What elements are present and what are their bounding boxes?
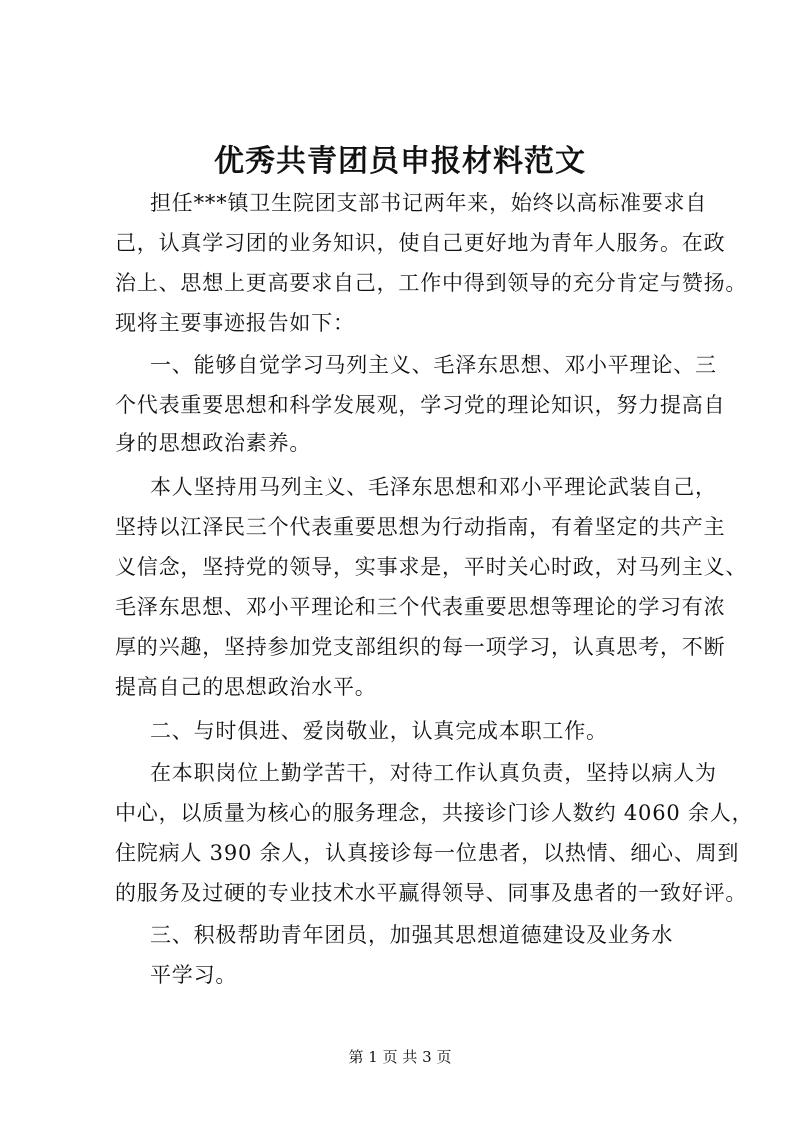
body-line-3: 治上、思想上更高要求自己，工作中得到领导的充分肯定与赞扬。 (115, 271, 748, 295)
body-line-10: 义信念，坚持党的领导，实事求是，平时关心时政，对马列主义、 (115, 555, 748, 579)
body-line-6: 个代表重要思想和科学发展观，学习党的理论知识，努力提高自 (115, 393, 726, 417)
body-line-1: 担任***镇卫生院团支部书记两年来，始终以高标准要求自 (150, 191, 708, 215)
body-line-9: 坚持以江泽民三个代表重要思想为行动指南，有着坚定的共产主 (115, 515, 726, 539)
body-line-13: 提高自己的思想政治水平。 (115, 675, 377, 699)
body-line-4: 现将主要事迹报告如下： (115, 311, 355, 335)
body-line-7: 身的思想政治素养。 (115, 431, 312, 455)
body-line-14: 二、与时俱进、爱岗敬业，认真完成本职工作。 (150, 719, 608, 743)
body-line-5: 一、能够自觉学习马列主义、毛泽东思想、邓小平理论、三 (150, 353, 717, 377)
page-number-footer: 第 1 页 共 3 页 (348, 1048, 452, 1066)
body-line-20: 平学习。 (150, 963, 238, 987)
body-line-17: 住院病人 390 余人，认真接诊每一位患者，以热情、细心、周到 (115, 841, 740, 865)
body-line-11: 毛泽东思想、邓小平理论和三个代表重要思想等理论的学习有浓 (115, 595, 726, 619)
body-line-16: 中心，以质量为核心的服务理念，共接诊门诊人数约 4060 余人， (115, 801, 754, 825)
body-line-19: 三、积极帮助青年团员，加强其思想道德建设及业务水 (150, 923, 674, 947)
body-line-8: 本人坚持用马列主义、毛泽东思想和邓小平理论武装自己， (150, 475, 717, 499)
document-title: 优秀共青团员申报材料范文 (214, 144, 586, 179)
body-line-18: 的服务及过硬的专业技术水平赢得领导、同事及患者的一致好评。 (115, 881, 748, 905)
body-line-2: 己，认真学习团的业务知识，使自己更好地为青年人服务。在政 (115, 231, 726, 255)
body-line-15: 在本职岗位上勤学苦干，对待工作认真负责，坚持以病人为 (150, 761, 717, 785)
body-line-12: 厚的兴趣，坚持参加党支部组织的每一项学习，认真思考，不断 (115, 635, 726, 659)
